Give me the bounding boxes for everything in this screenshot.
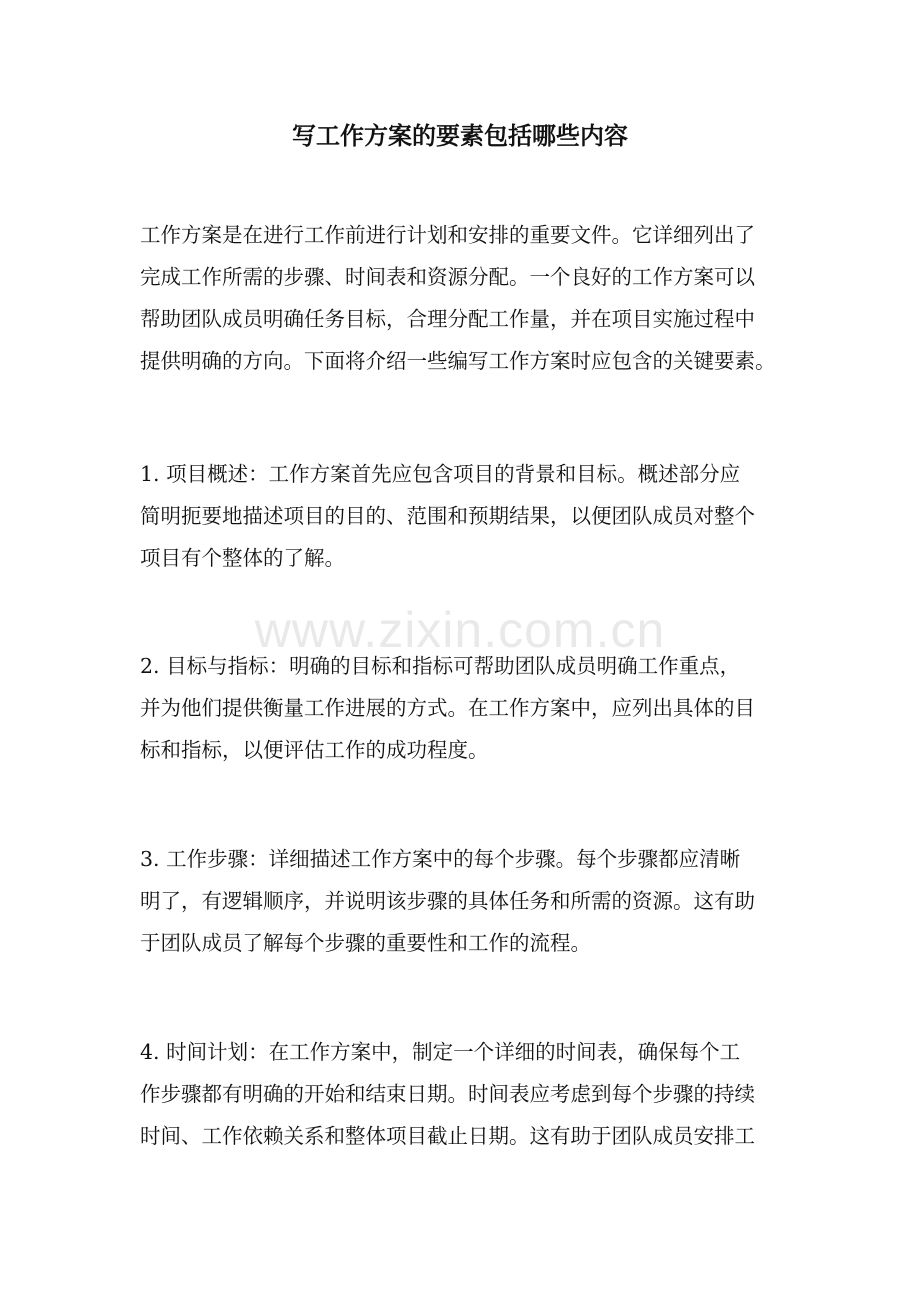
- document-title: 写工作方案的要素包括哪些内容: [292, 121, 628, 150]
- paragraph-line: 提供明确的方向。下面将介绍一些编写工作方案时应包含的关键要素。: [140, 349, 776, 373]
- paragraph-line: 工作方案是在进行工作前进行计划和安排的重要文件。它详细列出了: [140, 223, 755, 247]
- paragraph-line: 4. 时间计划：在工作方案中，制定一个详细的时间表，确保每个工: [140, 1040, 741, 1064]
- section-goals-and-indicators: [140, 645, 790, 771]
- paragraph-line: 并为他们提供衡量工作进展的方式。在工作方案中，应列出具体的目: [140, 696, 755, 720]
- watermark-text: www.zixin.com.cn: [254, 602, 666, 658]
- intro-paragraph: [140, 214, 790, 382]
- section-work-steps: [140, 838, 790, 964]
- paragraph-line: 标和指标，以便评估工作的成功程度。: [140, 738, 489, 762]
- paragraph-line: 帮助团队成员明确任务目标，合理分配工作量，并在项目实施过程中: [140, 307, 755, 331]
- paragraph-line: 简明扼要地描述项目的目的、范围和预期结果，以便团队成员对整个: [140, 504, 755, 528]
- paragraph-line: 作步骤都有明确的开始和结束日期。时间表应考虑到每个步骤的持续: [140, 1082, 755, 1106]
- section-time-plan: [140, 1031, 790, 1157]
- paragraph-line: 明了，有逻辑顺序，并说明该步骤的具体任务和所需的资源。这有助: [140, 889, 755, 913]
- paragraph-line: 1. 项目概述：工作方案首先应包含项目的背景和目标。概述部分应: [140, 462, 741, 486]
- paragraph-line: 完成工作所需的步骤、时间表和资源分配。一个良好的工作方案可以: [140, 265, 755, 289]
- paragraph-line: 时间、工作依赖关系和整体项目截止日期。这有助于团队成员安排工: [140, 1124, 755, 1148]
- paragraph-line: 于团队成员了解每个步骤的重要性和工作的流程。: [140, 931, 591, 955]
- section-project-overview: [140, 453, 790, 579]
- paragraph-line: 2. 目标与指标：明确的目标和指标可帮助团队成员明确工作重点，: [140, 654, 741, 678]
- paragraph-line: 项目有个整体的了解。: [140, 546, 345, 570]
- paragraph-line: 3. 工作步骤：详细描述工作方案中的每个步骤。每个步骤都应清晰: [140, 847, 741, 871]
